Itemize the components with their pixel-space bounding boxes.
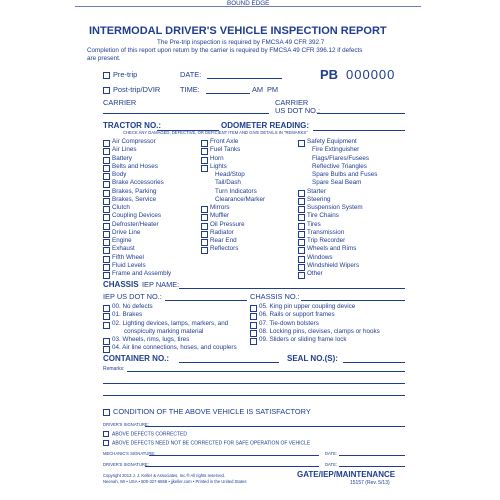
- item-checkbox[interactable]: [103, 173, 110, 180]
- container-no-field[interactable]: [179, 362, 279, 363]
- drivers-date-field[interactable]: [339, 466, 405, 467]
- date-field[interactable]: [207, 78, 282, 79]
- remarks-line-2[interactable]: [103, 383, 405, 384]
- item-checkbox[interactable]: [298, 198, 305, 205]
- item-checkbox[interactable]: [103, 305, 110, 312]
- item-checkbox[interactable]: [298, 239, 305, 246]
- inspection-report-form: [75, 0, 421, 500]
- odometer-field[interactable]: [313, 130, 405, 131]
- posttrip-option[interactable]: [103, 86, 160, 94]
- container-no-label: CONTAINER NO.:: [103, 354, 170, 363]
- item-checkbox[interactable]: [250, 330, 257, 337]
- pb-number: 000000: [346, 67, 396, 82]
- item-checkbox[interactable]: [103, 190, 110, 197]
- iep-name-label: IEP NAME:: [142, 280, 180, 289]
- item-label: 03. Wheels, rims, lugs, tires: [112, 336, 190, 343]
- item-checkbox[interactable]: [103, 256, 110, 263]
- item-checkbox[interactable]: [201, 148, 208, 155]
- defects-not-needed-checkbox[interactable]: [103, 440, 109, 446]
- drivers-signature-field[interactable]: [145, 426, 405, 427]
- item-label: Horn: [210, 154, 224, 162]
- item-label: Head/Stop: [215, 171, 245, 178]
- am-option[interactable]: AM: [252, 85, 264, 94]
- chassis-no-field[interactable]: [301, 300, 405, 301]
- item-checkbox[interactable]: [103, 322, 110, 329]
- item-checkbox[interactable]: [201, 157, 208, 164]
- item-label: Battery: [112, 154, 132, 162]
- item-checkbox[interactable]: [201, 165, 208, 172]
- item-checkbox[interactable]: [103, 148, 110, 155]
- item-checkbox[interactable]: [201, 239, 208, 246]
- item-label: Brake Accessories: [112, 179, 164, 187]
- defects-corrected-option[interactable]: [103, 431, 187, 437]
- odometer-label: ODOMETER READING:: [221, 121, 309, 130]
- item-checkbox[interactable]: [298, 264, 305, 271]
- item-label: Tire Chains: [307, 212, 339, 220]
- item-checkbox[interactable]: [250, 322, 257, 329]
- item-checkbox[interactable]: [103, 346, 110, 353]
- posttrip-checkbox[interactable]: [103, 87, 110, 94]
- item-checkbox[interactable]: [298, 256, 305, 263]
- item-checkbox[interactable]: [298, 223, 305, 230]
- item-checkbox[interactable]: [298, 231, 305, 238]
- condition-checkbox[interactable]: [103, 409, 110, 416]
- remarks-line-3[interactable]: [103, 395, 405, 396]
- item-label: Front Axle: [210, 138, 239, 145]
- item-label: Spare Seal Beam: [312, 179, 362, 187]
- mechanics-signature-label: MECHANIC'S SIGNATURE:: [103, 451, 156, 456]
- item-label: Transmission: [307, 228, 345, 236]
- item-label: 06. Rails or support frames: [259, 311, 335, 319]
- item-label: Air Lines: [112, 146, 137, 154]
- drivers-signature-field-2[interactable]: [145, 466, 319, 467]
- item-checkbox[interactable]: [103, 223, 110, 230]
- item-label: Engine: [112, 237, 132, 244]
- us-dot-label: US DOT NO.:: [275, 106, 321, 115]
- item-label: 00. No defects: [112, 303, 153, 310]
- item-checkbox[interactable]: [201, 140, 208, 147]
- item-checkbox[interactable]: [103, 247, 110, 254]
- time-field[interactable]: [206, 93, 250, 94]
- copyright-line-2: Neenah, WI • USA • 800-327-6868 • jjkeller.com • Printed in the United States: [103, 479, 247, 484]
- item-checkbox[interactable]: [103, 231, 110, 238]
- item-label: Trip Recorder: [307, 237, 346, 244]
- pretrip-option[interactable]: [103, 71, 137, 79]
- item-checkbox[interactable]: [103, 165, 110, 172]
- date-label: DATE:: [180, 70, 202, 79]
- item-label: Steering: [307, 195, 331, 203]
- drivers-date-label: DATE:: [325, 462, 338, 467]
- iep-dot-field[interactable]: [165, 300, 247, 301]
- item-checkbox[interactable]: [201, 231, 208, 238]
- item-label: 01. Brakes: [112, 311, 143, 319]
- item-checkbox[interactable]: [298, 247, 305, 254]
- carrier-label-2: CARRIER: [275, 98, 309, 107]
- item-checkbox[interactable]: [103, 157, 110, 164]
- item-label: Reflectors: [210, 245, 239, 253]
- item-checkbox[interactable]: [201, 247, 208, 254]
- condition-option[interactable]: [103, 408, 311, 416]
- item-checkbox[interactable]: [201, 223, 208, 230]
- item-label: Brakes, Parking: [112, 187, 157, 195]
- item-label: Tires: [307, 220, 321, 228]
- intro-line-2: Completion of this report upon return by the carrier is required by FMCSA 49 CFR 396.12 if defects: [87, 47, 363, 54]
- item-label: Windows: [307, 253, 333, 261]
- item-checkbox[interactable]: [103, 313, 110, 320]
- chassis-heading: CHASSIS: [103, 280, 139, 289]
- item-label: Starter: [307, 187, 326, 195]
- item-checkbox[interactable]: [298, 140, 305, 147]
- iep-dot-label: IEP US DOT NO.:: [103, 292, 162, 301]
- iep-name-field[interactable]: [179, 288, 405, 289]
- item-checkbox[interactable]: [298, 272, 305, 279]
- remarks-line-1[interactable]: [127, 371, 405, 372]
- defects-corrected-label: ABOVE DEFECTS CORRECTED: [112, 431, 188, 438]
- item-label: 09. Sliders or sliding frame lock: [259, 336, 347, 343]
- us-dot-field[interactable]: [317, 113, 405, 114]
- chassis-no-label: CHASSIS NO.:: [250, 292, 300, 301]
- pb-label: PB: [320, 67, 339, 82]
- item-checkbox[interactable]: [201, 206, 208, 213]
- item-label: Radiator: [210, 228, 234, 236]
- item-label: Coupling Devices: [112, 212, 162, 220]
- item-label: Rear End: [210, 237, 237, 244]
- item-label: 07. Tie-down bolsters: [259, 319, 319, 327]
- item-checkbox[interactable]: [201, 214, 208, 221]
- item-label: Oil Pressure: [210, 220, 245, 228]
- item-label: Suspension System: [307, 204, 363, 211]
- item-checkbox[interactable]: [103, 181, 110, 188]
- item-checkbox[interactable]: [298, 190, 305, 197]
- item-label: Tail/Dash: [215, 179, 241, 187]
- carrier-field[interactable]: [103, 113, 269, 114]
- intro-line-1: The Pre-trip inspection is required by FMCSA 49 CFR 392.7: [157, 39, 325, 46]
- item-label: Lights: [210, 162, 227, 170]
- item-label: 04. Air line connections, hoses, and couplers: [112, 344, 237, 352]
- item-label: Fuel Tanks: [210, 146, 241, 154]
- item-label: Reflective Triangles: [312, 162, 367, 170]
- defects-not-needed-label: ABOVE DEFECTS NEED NOT BE CORRECTED FOR SAFE OPERATION OF VEHICLE: [112, 440, 311, 447]
- item-label: Spare Bulbs and Fuses: [312, 171, 378, 178]
- pretrip-label: Pre-trip: [113, 70, 138, 79]
- item-label: Drive Line: [112, 228, 141, 236]
- item-checkbox[interactable]: [103, 338, 110, 345]
- bound-edge-label: BOUND EDGE: [227, 0, 270, 7]
- item-label: Windshield Wipers: [307, 261, 360, 269]
- item-label: Other: [307, 270, 323, 277]
- item-label: Body: [112, 171, 127, 178]
- item-checkbox[interactable]: [250, 338, 257, 345]
- item-label: 08. Locking pins, clevises, clamps or hooks: [259, 327, 380, 335]
- item-label: Fire Extinguisher: [312, 146, 360, 154]
- seal-no-label: SEAL NO.(S):: [287, 354, 338, 363]
- condition-label: CONDITION OF THE ABOVE VEHICLE IS SATISFACTORY: [113, 407, 311, 416]
- item-checkbox[interactable]: [103, 264, 110, 271]
- copyright-line-1: Copyright 2013 J. J. Keller & Associates, Inc.® All rights reserved.: [103, 473, 226, 478]
- item-label: Exhaust: [112, 245, 135, 253]
- remarks-label: Remarks:: [103, 366, 125, 372]
- item-label: Fifth Wheel: [112, 253, 144, 261]
- item-label: Frame and Assembly: [112, 270, 172, 277]
- routing-label: GATE/IEP/MAINTENANCE: [297, 470, 396, 479]
- item-label: Belts and Hoses: [112, 162, 158, 170]
- item-label: Fluid Levels: [112, 261, 146, 269]
- item-label: 05. King pin upper coupling device: [259, 303, 356, 310]
- pretrip-checkbox[interactable]: [103, 72, 110, 79]
- item-label: Clearance/Marker: [215, 195, 266, 203]
- tractor-no-label: TRACTOR NO.:: [103, 121, 162, 130]
- item-checkbox[interactable]: [103, 198, 110, 205]
- posttrip-label: Post-trip/DVIR: [113, 85, 161, 94]
- item-label: Air Compressor: [112, 138, 156, 145]
- item-label: Turn Indicators: [215, 187, 257, 195]
- item-label: Defroster/Heater: [112, 220, 159, 228]
- mechanics-date-field[interactable]: [339, 455, 405, 456]
- item-checkbox[interactable]: [250, 313, 257, 320]
- item-label: Muffler: [210, 212, 230, 220]
- item-checkbox[interactable]: [298, 214, 305, 221]
- item-label: Brakes, Service: [112, 195, 157, 203]
- intro-line-3: are present.: [87, 55, 121, 62]
- defects-corrected-checkbox[interactable]: [103, 431, 109, 437]
- defects-not-needed-option[interactable]: [103, 440, 310, 446]
- item-checkbox[interactable]: [298, 206, 305, 213]
- report-title: INTERMODAL DRIVER'S VEHICLE INSPECTION REPORT: [89, 25, 387, 37]
- item-label: Flags/Flares/Fusees: [312, 154, 370, 162]
- item-checkbox[interactable]: [103, 272, 110, 279]
- carrier-label: CARRIER: [103, 98, 137, 107]
- check-note: CHECK ANY DAMAGED, DEFECTIVE, OR DEFICIENT ITEM AND GIVE DETAILS IN "REMARKS": [123, 130, 308, 135]
- item-label: Mirrors: [210, 204, 230, 211]
- item-label: Clutch: [112, 204, 130, 211]
- drivers-signature-label: DRIVER'S SIGNATURE:: [103, 422, 149, 427]
- item-checkbox[interactable]: [103, 214, 110, 221]
- item-label: conspicuity marking material: [124, 327, 204, 335]
- item-checkbox[interactable]: [250, 305, 257, 312]
- item-label: Safety Equipment: [307, 138, 357, 145]
- seal-no-field[interactable]: [343, 362, 405, 363]
- mechanics-date-label: DATE:: [325, 451, 338, 456]
- item-checkbox[interactable]: [103, 140, 110, 147]
- item-label: Wheels and Rims: [307, 245, 357, 253]
- form-number: 15157 (Rev. 5/13): [350, 480, 390, 486]
- mechanics-signature-field[interactable]: [149, 455, 319, 456]
- drivers-signature-label-2: DRIVER'S SIGNATURE:: [103, 462, 149, 467]
- pm-option[interactable]: PM: [267, 85, 279, 94]
- time-label: TIME:: [180, 85, 200, 94]
- item-checkbox[interactable]: [103, 239, 110, 246]
- item-checkbox[interactable]: [103, 206, 110, 213]
- item-label: 02. Lighting devices, lamps, markers, and: [112, 319, 229, 327]
